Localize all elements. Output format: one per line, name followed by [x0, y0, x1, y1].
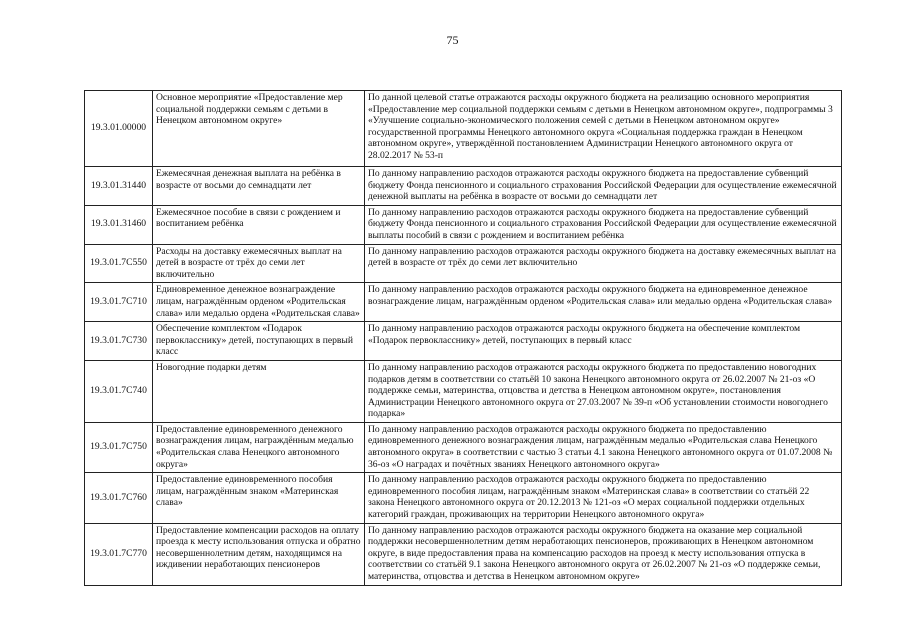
budget-classification-table	[84, 90, 842, 586]
row-description: По данному направлению расходов отражаются расходы окружного бюджета по предоставлению единовременного денежного вознаграждения лицам, награждённым медалью «Родительская слава Ненецкого автономного округа» в соответствии с частью 3 статьи 4.1 закона Ненецкого автономного округа от 01.07.2008 № 36-оз «О наградах и почётных званиях Ненецкого автономного округа»	[365, 422, 842, 472]
row-code: 19.3.01.7С730	[85, 322, 153, 361]
table-row	[85, 283, 842, 322]
row-description: По данному направлению расходов отражаются расходы окружного бюджета на доставку ежемесячных выплат на детей в возрасте от трёх до семи лет включительно	[365, 244, 842, 283]
row-description: По данному направлению расходов отражаются расходы окружного бюджета на предоставление субвенций бюджету Фонда пенсионного и социального страхования Российской Федерации для осуществление ежемесячной выплаты пособий в связи с рождением и воспитанием ребёнка	[365, 205, 842, 244]
row-code: 19.3.01.31440	[85, 167, 153, 206]
row-name: Единовременное денежное вознаграждение лицам, награждённым орденом «Родительская слава» или медалью ордена «Родительская слава»	[153, 283, 365, 322]
row-name: Предоставление компенсации расходов на оплату проезда к месту использования отпуска и обратно несовершеннолетним детям, находящимся на иждивении неработающих пенсионеров	[153, 523, 365, 585]
table-row	[85, 167, 842, 206]
row-code: 19.3.01.7С740	[85, 360, 153, 422]
page-number: 75	[446, 33, 459, 47]
table-row	[85, 205, 842, 244]
row-code: 19.3.01.7С750	[85, 422, 153, 472]
row-description: По данному направлению расходов отражаются расходы окружного бюджета на единовременное денежное вознаграждение лицам, награждённым орденом «Родительская слава» или медалью ордена «Родительская слава»	[365, 283, 842, 322]
row-name: Основное мероприятие «Предоставление мер социальной поддержки семьям с детьми в Ненецком автономном округе»	[153, 91, 365, 167]
table-row	[85, 473, 842, 523]
row-description: По данному направлению расходов отражаются расходы окружного бюджета на оказание мер социальной поддержки несовершеннолетним детям неработающих пенсионеров, проживающих в Ненецком автономном округе, в виде предоставления права на компенсацию расходов на проезд к месту использования отпуска в соответствии со статьёй 9.1 закона Ненецкого автономного округа от 26.02.2007 № 21-оз «О поддержке семьи, материнства, отцовства и детства в Ненецком автономном округе»	[365, 523, 842, 585]
table-row	[85, 244, 842, 283]
row-code: 19.3.01.7С770	[85, 523, 153, 585]
table-row	[85, 422, 842, 472]
row-description: По данному направлению расходов отражаются расходы окружного бюджета на предоставление субвенций бюджету Фонда пенсионного и социального страхования Российской Федерации для осуществление ежемесячной денежной выплаты на ребёнка в возрасте от восьми до семнадцати лет	[365, 167, 842, 206]
row-name: Ежемесячная денежная выплата на ребёнка в возрасте от восьми до семнадцати лет	[153, 167, 365, 206]
table-row	[85, 360, 842, 422]
table-row	[85, 523, 842, 585]
table-row	[85, 322, 842, 361]
row-code: 19.3.01.7С550	[85, 244, 153, 283]
row-name: Предоставление единовременного денежного вознаграждения лицам, награждённым медалью «Родительская слава Ненецкого автономного округа»	[153, 422, 365, 472]
row-code: 19.3.01.7С760	[85, 473, 153, 523]
row-code: 19.3.01.00000	[85, 91, 153, 167]
row-name: Ежемесячное пособие в связи с рождением и воспитанием ребёнка	[153, 205, 365, 244]
row-description: По данному направлению расходов отражаются расходы окружного бюджета по предоставлению новогодних подарков детям в соответствии со статьёй 10 закона Ненецкого автономного округа от 26.02.2007 № 21-оз «О поддержке семьи, материнства, отцовства и детства в Ненецком автономном округе», постановления Администрации Ненецкого автономного округа от 27.03.2007 № 39-п «Об установлении стоимости новогоднего подарка»	[365, 360, 842, 422]
row-code: 19.3.01.31460	[85, 205, 153, 244]
row-description: По данному направлению расходов отражаются расходы окружного бюджета по предоставлению единовременного пособия лицам, награждённым знаком «Материнская слава» в соответствии со статьёй 22 закона Ненецкого автономного округа от 20.12.2013 № 121-оз «О мерах социальной поддержки отдельных категорий граждан, проживающих на территории Ненецкого автономного округа»	[365, 473, 842, 523]
row-name: Расходы на доставку ежемесячных выплат на детей в возрасте от трёх до семи лет включительно	[153, 244, 365, 283]
row-name: Предоставление единовременного пособия лицам, награждённым знаком «Материнская слава»	[153, 473, 365, 523]
row-code: 19.3.01.7С710	[85, 283, 153, 322]
row-description: По данной целевой статье отражаются расходы окружного бюджета на реализацию основного мероприятия «Предоставление мер социальной поддержки семьям с детьми в Ненецком автономном округе», подпрограммы 3 «Улучшение социально-экономического положения семей с детьми в Ненецком автономном округе» государственной программы Ненецкого автономного округа «Социальная поддержка граждан в Ненецком автономном округе», утверждённой постановлением Администрации Ненецкого автономного округа от 28.02.2017 № 53-п	[365, 91, 842, 167]
row-name: Обеспечение комплектом «Подарок первокласснику» детей, поступающих в первый класс	[153, 322, 365, 361]
row-description: По данному направлению расходов отражаются расходы окружного бюджета на обеспечение комплектом «Подарок первокласснику» детей, поступающих в первый класс	[365, 322, 842, 361]
row-name: Новогодние подарки детям	[153, 360, 365, 422]
table-row	[85, 91, 842, 167]
